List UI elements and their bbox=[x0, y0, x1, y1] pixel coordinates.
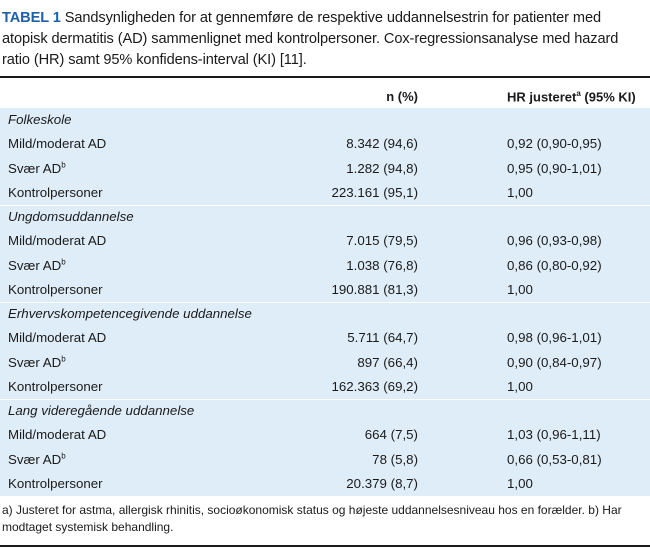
hr-cell: 0,95 (0,90-1,01) bbox=[507, 160, 602, 176]
row-label-cell bbox=[8, 423, 106, 447]
table-row bbox=[0, 326, 650, 350]
hr-cell: 0,66 (0,53-0,81) bbox=[507, 451, 602, 467]
row-label-cell bbox=[8, 472, 103, 496]
n-percent-cell: 5.711 (64,7) bbox=[347, 330, 418, 346]
row-label-cell bbox=[8, 229, 106, 253]
table-row bbox=[0, 375, 650, 399]
row-label-cell bbox=[8, 132, 106, 156]
table-footnote: a) Justeret for astma, allergisk rhinitis, socioøkonomisk status og højeste uddannelsesniveau hos en forælder. b) Har modtaget systemisk behandling. bbox=[2, 503, 622, 534]
row-label: Mild/moderat AD bbox=[8, 330, 107, 346]
table-header bbox=[0, 78, 650, 108]
row-label-note: b bbox=[61, 257, 66, 267]
hr-cell: 0,92 (0,90-0,95) bbox=[507, 136, 602, 152]
row-label: Svær AD bbox=[8, 354, 62, 370]
row-label: Svær AD bbox=[8, 160, 62, 176]
row-label: Mild/moderat AD bbox=[8, 233, 107, 249]
section-row bbox=[0, 205, 650, 229]
row-label-cell bbox=[8, 375, 103, 399]
section-row bbox=[0, 108, 650, 132]
section-row bbox=[0, 399, 650, 423]
section-title: Ungdomsuddannelse bbox=[8, 209, 134, 224]
row-label: Kontrolpersoner bbox=[8, 184, 103, 200]
section-title: Lang videregående uddannelse bbox=[8, 403, 195, 418]
n-percent-cell: 78 (5,8) bbox=[372, 451, 418, 467]
row-label: Mild/moderat AD bbox=[8, 427, 107, 443]
hr-cell: 0,90 (0,84-0,97) bbox=[507, 354, 602, 370]
hr-cell: 1,00 bbox=[507, 475, 533, 491]
row-label: Kontrolpersoner bbox=[8, 475, 103, 491]
hr-cell: 0,96 (0,93-0,98) bbox=[507, 233, 602, 249]
row-label-cell bbox=[8, 351, 66, 375]
row-label-cell bbox=[8, 448, 66, 472]
row-label-note: b bbox=[61, 451, 66, 461]
hr-cell: 1,00 bbox=[507, 378, 533, 394]
row-label-cell bbox=[8, 326, 106, 350]
n-percent-cell: 8.342 (94,6) bbox=[346, 136, 418, 152]
table-caption bbox=[2, 8, 642, 71]
caption-text: Sandsynligheden for at gennemføre de respektive uddannelsestrin for patienter med atopisk dermatitis (AD) sammenlignet med kontrolpersoner. Cox-regressionsanalyse med hazard ratio (HR) samt 95% konfidens-interval (KI) [11]. bbox=[2, 10, 619, 68]
row-label: Svær AD bbox=[8, 257, 62, 273]
table-body bbox=[0, 108, 650, 496]
header-hr-note: a bbox=[576, 89, 581, 98]
n-percent-cell: 1.038 (76,8) bbox=[346, 257, 418, 273]
row-label: Mild/moderat AD bbox=[8, 136, 107, 152]
n-percent-cell: 897 (66,4) bbox=[357, 354, 418, 370]
row-label-note: b bbox=[61, 354, 66, 364]
row-label-note: b bbox=[61, 160, 66, 170]
hr-cell: 0,98 (0,96-1,01) bbox=[507, 330, 602, 346]
table-row bbox=[0, 278, 650, 302]
n-percent-cell: 190.881 (81,3) bbox=[331, 281, 418, 297]
section-row bbox=[0, 302, 650, 326]
row-label: Kontrolpersoner bbox=[8, 281, 103, 297]
n-percent-cell: 7.015 (79,5) bbox=[346, 233, 418, 249]
row-label-cell bbox=[8, 254, 66, 278]
hr-cell: 1,00 bbox=[507, 281, 533, 297]
n-percent-cell: 223.161 (95,1) bbox=[331, 184, 418, 200]
hr-cell: 1,00 bbox=[507, 184, 533, 200]
table-row bbox=[0, 448, 650, 472]
table-row bbox=[0, 181, 650, 205]
row-label-cell bbox=[8, 278, 103, 302]
n-percent-cell: 20.379 (8,7) bbox=[346, 475, 418, 491]
n-percent-cell: 162.363 (69,2) bbox=[331, 378, 418, 394]
caption-label: TABEL 1 bbox=[2, 10, 61, 26]
section-title: Folkeskole bbox=[8, 112, 72, 127]
table-row bbox=[0, 254, 650, 278]
n-percent-cell: 664 (7,5) bbox=[364, 427, 418, 443]
row-label-cell bbox=[8, 157, 66, 181]
table-row bbox=[0, 351, 650, 375]
table-row bbox=[0, 472, 650, 496]
row-label: Svær AD bbox=[8, 451, 62, 467]
row-label: Kontrolpersoner bbox=[8, 378, 103, 394]
n-percent-cell: 1.282 (94,8) bbox=[346, 160, 418, 176]
row-label-cell bbox=[8, 181, 103, 205]
hr-cell: 1,03 (0,96-1,11) bbox=[507, 427, 601, 443]
header-n: n (%) bbox=[386, 89, 418, 104]
section-title: Erhvervskompetencegivende uddannelse bbox=[8, 306, 252, 321]
header-hr-pre: HR justeret bbox=[507, 89, 577, 105]
hr-cell: 0,86 (0,80-0,92) bbox=[507, 257, 602, 273]
table-row bbox=[0, 157, 650, 181]
bottom-rule bbox=[0, 545, 650, 547]
table-row bbox=[0, 423, 650, 447]
header-hr bbox=[507, 89, 636, 104]
header-hr-post: (95% KI) bbox=[580, 89, 636, 105]
table-row bbox=[0, 132, 650, 156]
table-row bbox=[0, 229, 650, 253]
